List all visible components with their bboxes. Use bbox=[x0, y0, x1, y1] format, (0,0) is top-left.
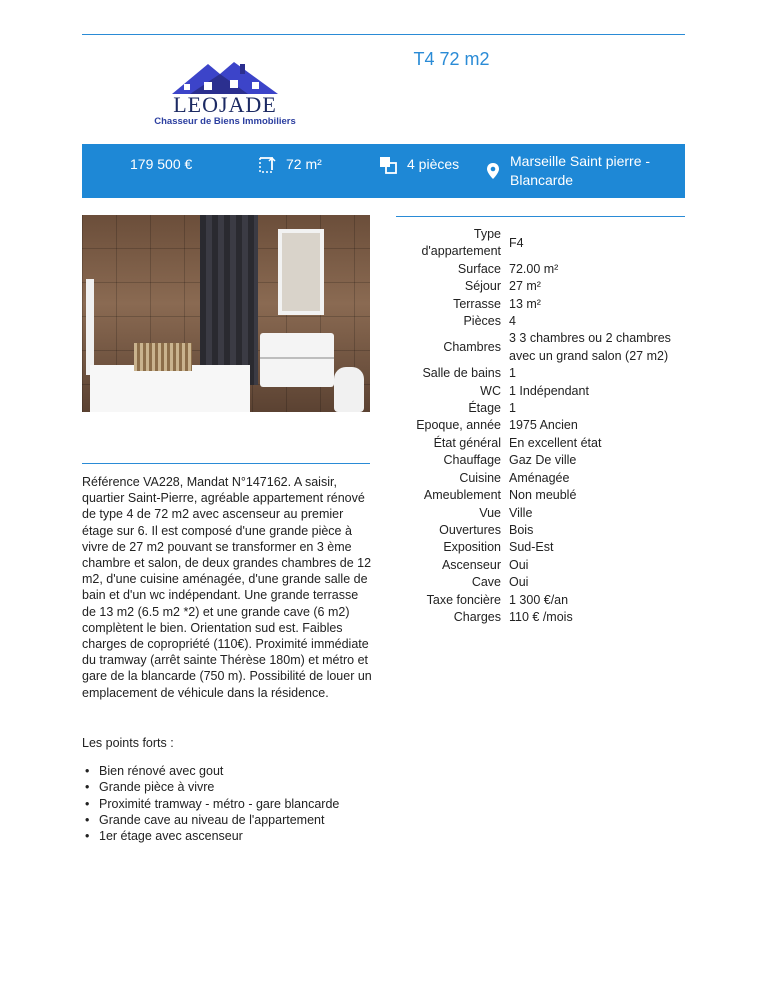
table-row: WC 1 Indépendant bbox=[480, 383, 589, 398]
table-row: Terrasse 13 m² bbox=[453, 296, 541, 311]
description-divider bbox=[82, 463, 370, 464]
price: 179 500 € bbox=[130, 156, 193, 172]
table-row: Ouvertures Bois bbox=[439, 522, 534, 537]
table-row: Cave Oui bbox=[471, 575, 529, 590]
table-row: Type d'appartement F4 bbox=[421, 227, 524, 259]
rooms-value: 4 pièces bbox=[407, 156, 460, 172]
house-roof-icon bbox=[150, 60, 300, 96]
summary-bar bbox=[82, 144, 685, 198]
logo-tagline: Chasseur de Biens Immobiliers bbox=[154, 116, 296, 127]
location-summary bbox=[486, 152, 670, 190]
table-row: État général En excellent état bbox=[433, 435, 602, 450]
surface-icon bbox=[258, 156, 276, 177]
table-row: Taxe foncière 1 300 €/an bbox=[426, 592, 569, 607]
list-item: • Bien rénové avec gout bbox=[82, 763, 339, 779]
table-row: Surface 72.00 m² bbox=[457, 261, 559, 276]
table-row: Salle de bains 1 bbox=[422, 366, 516, 381]
table-row: Chambres 3 3 chambres ou 2 chambres avec un grand salon (27 m2) bbox=[443, 331, 671, 363]
page-title: T4 72 m2 bbox=[413, 49, 490, 69]
list-item: • Grande cave au niveau de l'appartement bbox=[82, 812, 339, 828]
rooms-icon bbox=[379, 156, 397, 177]
table-row: Séjour 27 m² bbox=[464, 279, 541, 294]
list-item: • 1er étage avec ascenseur bbox=[82, 828, 339, 844]
specs-divider bbox=[396, 216, 685, 217]
listing-photo-bathroom[interactable] bbox=[82, 215, 370, 412]
strengths-title: Les points forts : bbox=[82, 736, 174, 750]
rooms-summary bbox=[379, 156, 459, 177]
agency-logo bbox=[150, 60, 300, 130]
table-row: Pièces 4 bbox=[463, 314, 516, 329]
top-divider bbox=[82, 34, 685, 35]
table-row: Charges 110 € /mois bbox=[453, 609, 573, 624]
logo-wordmark: LEOJADE bbox=[173, 92, 277, 117]
strengths-list bbox=[82, 763, 339, 844]
location-value: Marseille Saint pierre - Blancarde bbox=[510, 153, 651, 188]
table-row: Chauffage Gaz De ville bbox=[443, 453, 577, 468]
specs-table bbox=[400, 226, 690, 626]
table-row: Cuisine Aménagée bbox=[459, 470, 570, 485]
table-row: Vue Ville bbox=[479, 505, 533, 520]
surface-value: 72 m² bbox=[286, 156, 322, 172]
table-row: Étage 1 bbox=[468, 401, 516, 416]
table-row: Ameublement Non meublé bbox=[423, 488, 577, 503]
table-row: Ascenseur Oui bbox=[441, 557, 529, 572]
list-item: • Proximité tramway - métro - gare blancarde bbox=[82, 796, 339, 812]
location-pin-icon bbox=[486, 162, 500, 183]
table-row: Exposition Sud-Est bbox=[443, 540, 554, 555]
surface-summary bbox=[258, 156, 322, 177]
listing-description: Référence VA228, Mandat N°147162. A saisir, quartier Saint-Pierre, agréable appartement rénové de type 4 de 72 m2 avec ascenseur au premier étage sur 6. Il est composé d'une grande pièce à vivre de 27 m2 pouvant se transformer en 3 ème chambre et salon, de deux grandes chambres de 12 m2, d'une cuisine aménagée, d'une grande salle de bain et d'un wc indépendant. Une grande terrasse de 13 m2 (6.5 m2 *2) et une grande cave (6 m2) complètent le bien. Orientation sud est. Faibles charges de copropriété (110€). Proximité immédiate du tramway (arrêt sainte Thérèse 180m) et métro et gare de la blancarde (750 m). Possibilité de louer un emplacement de véhicule dans la résidence. bbox=[82, 475, 372, 700]
list-item: • Grande pièce à vivre bbox=[82, 779, 339, 795]
table-row: Epoque, année 1975 Ancien bbox=[416, 418, 578, 433]
